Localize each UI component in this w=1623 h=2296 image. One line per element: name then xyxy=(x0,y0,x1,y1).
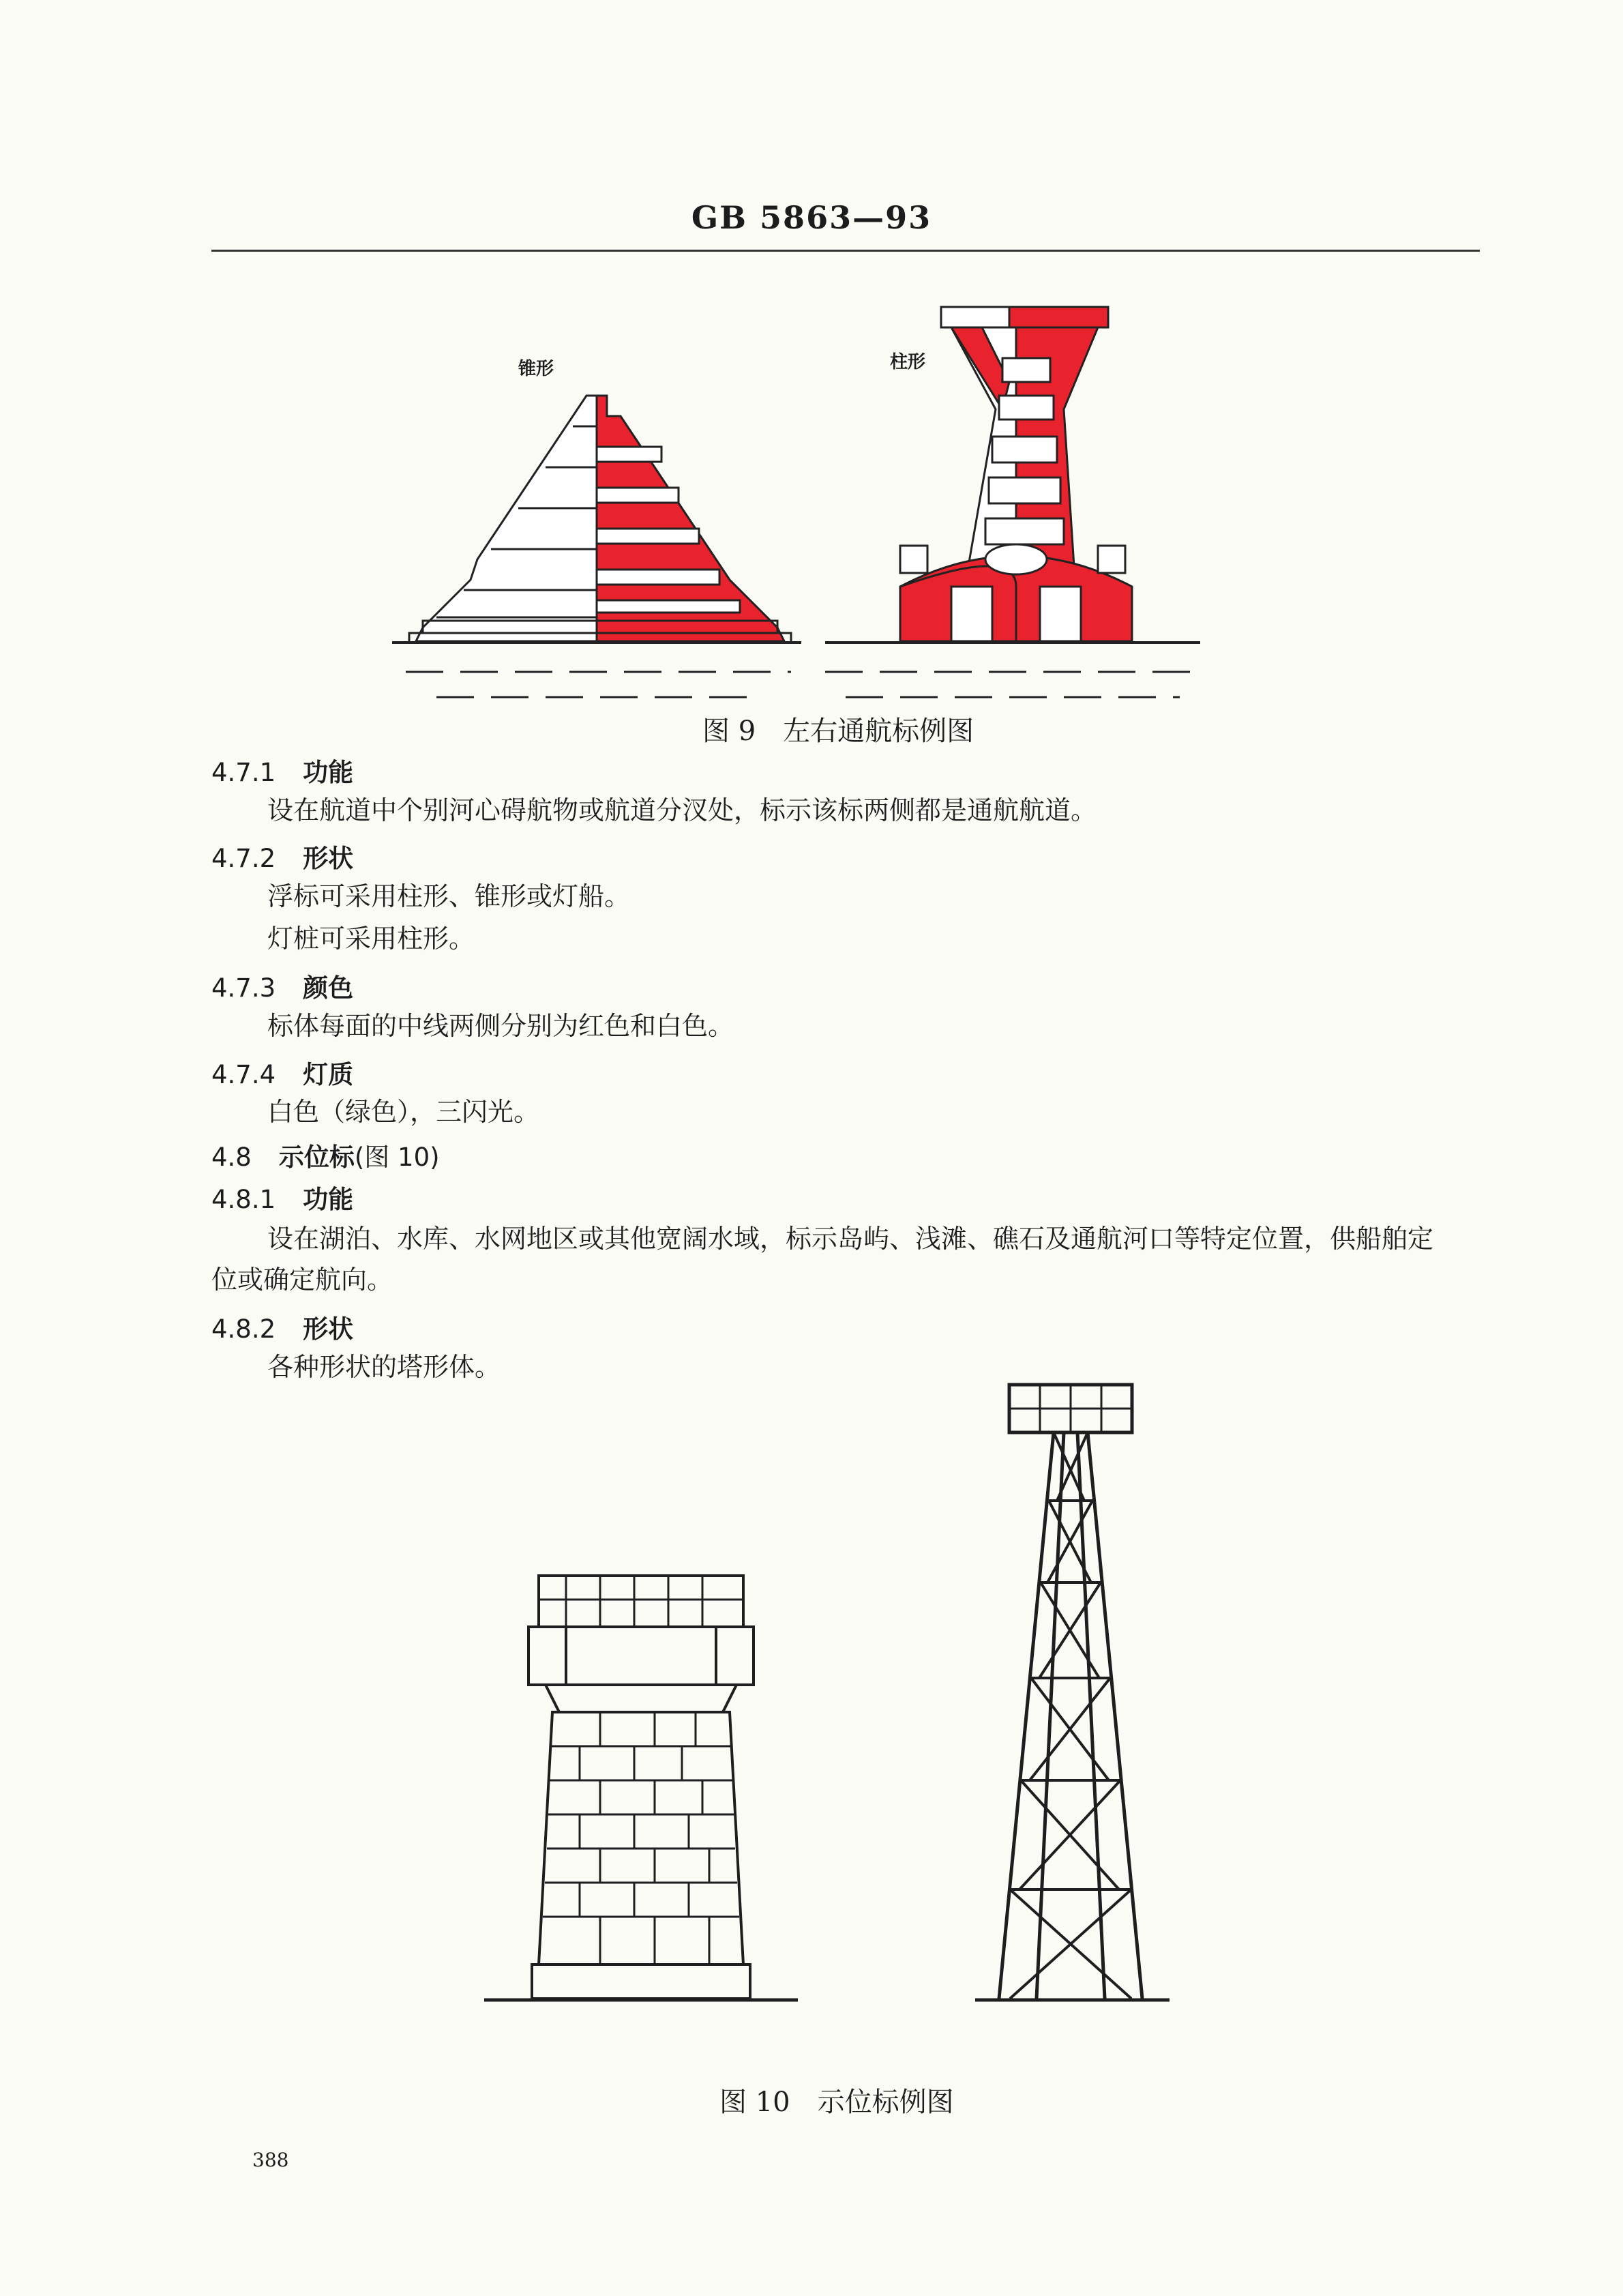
paragraph-4-8-2: 各种形状的塔形体。 xyxy=(267,1352,501,1382)
pillar-label: 柱形 xyxy=(890,352,926,372)
section-title: 形状 xyxy=(303,1314,354,1344)
paragraph-4-7-3: 标体每面的中线两侧分别为红色和白色。 xyxy=(267,1011,734,1041)
paragraph-4-7-1: 设在航道中个别河心碍航物或航道分汊处，标示该标两侧都是通航航道。 xyxy=(267,795,1097,825)
section-title: 示位标 xyxy=(278,1143,355,1172)
section-title: 形状 xyxy=(303,844,354,873)
page-number: 388 xyxy=(252,2149,289,2171)
figure-9-caption: 图 9 左右通航标例图 xyxy=(702,716,974,747)
section-suffix: (图 10) xyxy=(354,1143,440,1172)
paragraph-4-7-4: 白色（绿色），三闪光。 xyxy=(267,1097,540,1127)
section-title: 灯质 xyxy=(303,1060,354,1089)
section-title: 颜色 xyxy=(303,973,354,1003)
standard-header: GB 5863—93 xyxy=(691,199,932,236)
paragraph-4-7-2a: 浮标可采用柱形、锥形或灯船。 xyxy=(267,881,631,911)
section-title: 功能 xyxy=(303,758,354,787)
paragraph-4-8-1-line1: 设在湖泊、水库、水网地区或其他宽阔水域，标示岛屿、浅滩、礁石及通航河口等特定位置，供船舶定 xyxy=(267,1224,1434,1254)
paragraph-4-8-1-line2: 位或确定航向。 xyxy=(211,1265,393,1295)
section-number: 4.7.2 xyxy=(211,844,276,873)
paragraph-4-7-2b: 灯桩可采用柱形。 xyxy=(267,924,475,954)
section-number: 4.8.1 xyxy=(211,1185,276,1214)
section-number: 4.8.2 xyxy=(211,1314,276,1344)
figure-10-caption: 图 10 示位标例图 xyxy=(719,2087,954,2118)
lattice-tower-figure xyxy=(975,1385,1170,2000)
section-number: 4.7.1 xyxy=(211,758,276,787)
section-number: 4.7.4 xyxy=(211,1060,276,1089)
masonry-tower-figure xyxy=(484,1576,798,2000)
section-number: 4.7.3 xyxy=(211,973,276,1003)
section-number: 4.8 xyxy=(211,1143,252,1172)
section-title: 功能 xyxy=(303,1185,354,1214)
cone-label: 锥形 xyxy=(518,359,554,379)
